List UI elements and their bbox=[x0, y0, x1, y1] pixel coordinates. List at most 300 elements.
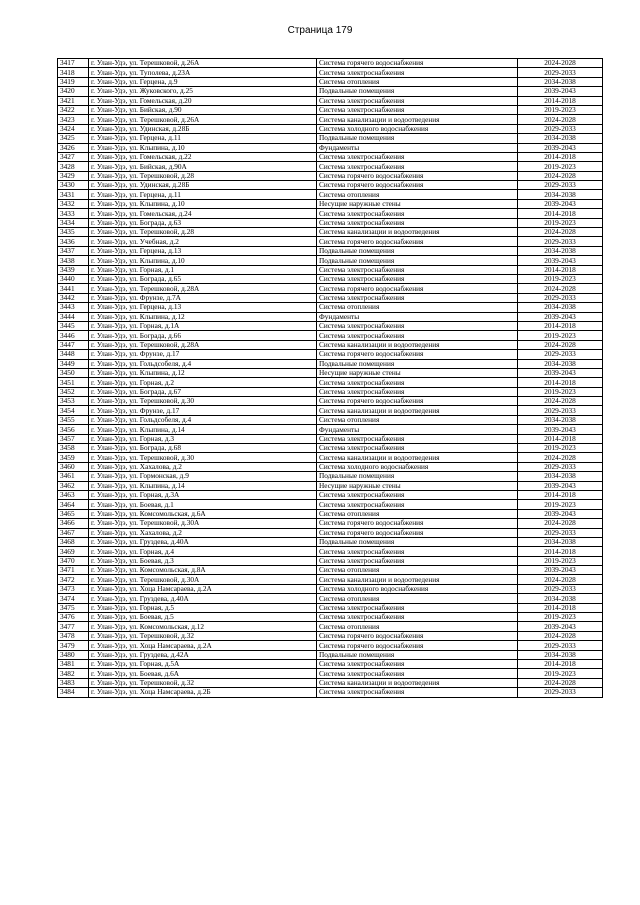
period-cell: 2039-2043 bbox=[518, 143, 603, 152]
period-cell: 2029-2033 bbox=[518, 688, 603, 697]
table-row bbox=[58, 415, 603, 424]
table-row bbox=[58, 575, 603, 584]
period-cell: 2034-2038 bbox=[518, 537, 603, 546]
system-cell: Система канализации и водоотведения bbox=[317, 678, 518, 687]
system-cell: Подвальные помещения bbox=[317, 87, 518, 96]
address-cell: г. Улан-Удэ, ул. Гомельская, д.22 bbox=[89, 152, 317, 161]
system-cell: Фундаменты bbox=[317, 143, 518, 152]
row-number-cell: 3423 bbox=[58, 115, 89, 124]
table-row bbox=[58, 77, 603, 86]
address-cell: г. Улан-Удэ, ул. Клыпина, д.12 bbox=[89, 312, 317, 321]
row-number-cell: 3450 bbox=[58, 368, 89, 377]
row-number-cell: 3468 bbox=[58, 537, 89, 546]
table-row bbox=[58, 472, 603, 481]
table-row bbox=[58, 340, 603, 349]
period-cell: 2029-2033 bbox=[518, 124, 603, 133]
table-row bbox=[58, 331, 603, 340]
address-cell: г. Улан-Удэ, ул. Гормонская, д.9 bbox=[89, 472, 317, 481]
table-row bbox=[58, 284, 603, 293]
system-cell: Система электроснабжения bbox=[317, 321, 518, 330]
row-number-cell: 3465 bbox=[58, 509, 89, 518]
table-row bbox=[58, 613, 603, 622]
table-row bbox=[58, 228, 603, 237]
row-number-cell: 3418 bbox=[58, 68, 89, 77]
address-cell: г. Улан-Удэ, ул. Клыпина, д.14 bbox=[89, 425, 317, 434]
address-cell: г. Улан-Удэ, ул. Терешковой, д.28А bbox=[89, 284, 317, 293]
table-row bbox=[58, 641, 603, 650]
period-cell: 2014-2018 bbox=[518, 96, 603, 105]
row-number-cell: 3439 bbox=[58, 265, 89, 274]
row-number-cell: 3453 bbox=[58, 397, 89, 406]
row-number-cell: 3481 bbox=[58, 660, 89, 669]
address-cell: г. Улан-Удэ, ул. Герцена, д.9 bbox=[89, 77, 317, 86]
row-number-cell: 3455 bbox=[58, 415, 89, 424]
row-number-cell: 3466 bbox=[58, 519, 89, 528]
address-cell: г. Улан-Удэ, ул. Терешковой, д.30А bbox=[89, 575, 317, 584]
row-number-cell: 3463 bbox=[58, 490, 89, 499]
table-row bbox=[58, 566, 603, 575]
system-cell: Система отопления bbox=[317, 303, 518, 312]
system-cell: Система электроснабжения bbox=[317, 293, 518, 302]
period-cell: 2014-2018 bbox=[518, 434, 603, 443]
system-cell: Система электроснабжения bbox=[317, 162, 518, 171]
address-cell: г. Улан-Удэ, ул. Терешковой, д.30 bbox=[89, 453, 317, 462]
table-row bbox=[58, 378, 603, 387]
row-number-cell: 3451 bbox=[58, 378, 89, 387]
period-cell: 2014-2018 bbox=[518, 378, 603, 387]
address-cell: г. Улан-Удэ, ул. Бийская, д.90 bbox=[89, 105, 317, 114]
system-cell: Система горячего водоснабжения bbox=[317, 171, 518, 180]
period-cell: 2019-2023 bbox=[518, 218, 603, 227]
row-number-cell: 3452 bbox=[58, 387, 89, 396]
system-cell: Система электроснабжения bbox=[317, 68, 518, 77]
table-row bbox=[58, 96, 603, 105]
table-row bbox=[58, 181, 603, 190]
address-cell: г. Улан-Удэ, ул. Терешковой, д.28 bbox=[89, 171, 317, 180]
system-cell: Система горячего водоснабжения bbox=[317, 641, 518, 650]
period-cell: 2039-2043 bbox=[518, 622, 603, 631]
address-cell: г. Улан-Удэ, ул. Комсомольская, д.8А bbox=[89, 566, 317, 575]
system-cell: Несущие наружные стены bbox=[317, 368, 518, 377]
period-cell: 2034-2038 bbox=[518, 594, 603, 603]
row-number-cell: 3440 bbox=[58, 274, 89, 283]
period-cell: 2019-2023 bbox=[518, 331, 603, 340]
system-cell: Система электроснабжения bbox=[317, 105, 518, 114]
system-cell: Система электроснабжения bbox=[317, 603, 518, 612]
address-cell: г. Улан-Удэ, ул. Терешковой, д.32 bbox=[89, 631, 317, 640]
period-cell: 2019-2023 bbox=[518, 669, 603, 678]
address-cell: г. Улан-Удэ, ул. Клыпина, д.10 bbox=[89, 143, 317, 152]
period-cell: 2024-2028 bbox=[518, 59, 603, 68]
row-number-cell: 3430 bbox=[58, 181, 89, 190]
table-row bbox=[58, 631, 603, 640]
system-cell: Система отопления bbox=[317, 190, 518, 199]
system-cell: Подвальные помещения bbox=[317, 134, 518, 143]
row-number-cell: 3436 bbox=[58, 237, 89, 246]
period-cell: 2034-2038 bbox=[518, 359, 603, 368]
period-cell: 2039-2043 bbox=[518, 481, 603, 490]
row-number-cell: 3448 bbox=[58, 350, 89, 359]
row-number-cell: 3427 bbox=[58, 152, 89, 161]
table-row bbox=[58, 537, 603, 546]
row-number-cell: 3484 bbox=[58, 688, 89, 697]
table-row bbox=[58, 368, 603, 377]
row-number-cell: 3469 bbox=[58, 547, 89, 556]
period-cell: 2029-2033 bbox=[518, 528, 603, 537]
table-row bbox=[58, 481, 603, 490]
system-cell: Система электроснабжения bbox=[317, 218, 518, 227]
system-cell: Система горячего водоснабжения bbox=[317, 519, 518, 528]
row-number-cell: 3417 bbox=[58, 59, 89, 68]
period-cell: 2024-2028 bbox=[518, 171, 603, 180]
system-cell: Система горячего водоснабжения bbox=[317, 528, 518, 537]
row-number-cell: 3446 bbox=[58, 331, 89, 340]
address-cell: г. Улан-Удэ, ул. Боевая, д.1 bbox=[89, 500, 317, 509]
address-cell: г. Улан-Удэ, ул. Горная, д.3 bbox=[89, 434, 317, 443]
address-cell: г. Улан-Удэ, ул. Груздева, д.42А bbox=[89, 650, 317, 659]
address-cell: г. Улан-Удэ, ул. Терешковой, д.28А bbox=[89, 340, 317, 349]
system-cell: Система отопления bbox=[317, 415, 518, 424]
table-row bbox=[58, 265, 603, 274]
period-cell: 2014-2018 bbox=[518, 490, 603, 499]
system-cell: Система электроснабжения bbox=[317, 274, 518, 283]
system-cell: Система холодного водоснабжения bbox=[317, 584, 518, 593]
system-cell: Система холодного водоснабжения bbox=[317, 462, 518, 471]
address-cell: г. Улан-Удэ, ул. Клыпина, д.10 bbox=[89, 199, 317, 208]
table-row bbox=[58, 547, 603, 556]
system-cell: Система электроснабжения bbox=[317, 556, 518, 565]
row-number-cell: 3426 bbox=[58, 143, 89, 152]
table-row bbox=[58, 444, 603, 453]
row-number-cell: 3467 bbox=[58, 528, 89, 537]
address-cell: г. Улан-Удэ, ул. Комсомольская, д.6А bbox=[89, 509, 317, 518]
row-number-cell: 3425 bbox=[58, 134, 89, 143]
address-cell: г. Улан-Удэ, ул. Гольдсобеля, д.4 bbox=[89, 415, 317, 424]
period-cell: 2029-2033 bbox=[518, 641, 603, 650]
system-cell: Подвальные помещения bbox=[317, 246, 518, 255]
address-cell: г. Улан-Удэ, ул. Груздева, д.40А bbox=[89, 537, 317, 546]
period-cell: 2024-2028 bbox=[518, 115, 603, 124]
table-row bbox=[58, 293, 603, 302]
address-cell: г. Улан-Удэ, ул. Боевая, д.6А bbox=[89, 669, 317, 678]
period-cell: 2019-2023 bbox=[518, 444, 603, 453]
row-number-cell: 3474 bbox=[58, 594, 89, 603]
row-number-cell: 3441 bbox=[58, 284, 89, 293]
table-row bbox=[58, 190, 603, 199]
row-number-cell: 3456 bbox=[58, 425, 89, 434]
row-number-cell: 3432 bbox=[58, 199, 89, 208]
row-number-cell: 3460 bbox=[58, 462, 89, 471]
period-cell: 2039-2043 bbox=[518, 256, 603, 265]
system-cell: Система горячего водоснабжения bbox=[317, 397, 518, 406]
period-cell: 2039-2043 bbox=[518, 368, 603, 377]
registry-table bbox=[57, 58, 603, 698]
address-cell: г. Улан-Удэ, ул. Гомельская, д.20 bbox=[89, 96, 317, 105]
system-cell: Система электроснабжения bbox=[317, 387, 518, 396]
system-cell: Система отопления bbox=[317, 594, 518, 603]
system-cell: Подвальные помещения bbox=[317, 256, 518, 265]
table-row bbox=[58, 509, 603, 518]
period-cell: 2014-2018 bbox=[518, 265, 603, 274]
system-cell: Система горячего водоснабжения bbox=[317, 59, 518, 68]
address-cell: г. Улан-Удэ, ул. Горная, д.3А bbox=[89, 490, 317, 499]
table-row bbox=[58, 171, 603, 180]
address-cell: г. Улан-Удэ, ул. Фрунзе, д.7А bbox=[89, 293, 317, 302]
address-cell: г. Улан-Удэ, ул. Горная, д.4 bbox=[89, 547, 317, 556]
system-cell: Система электроснабжения bbox=[317, 613, 518, 622]
row-number-cell: 3470 bbox=[58, 556, 89, 565]
period-cell: 2014-2018 bbox=[518, 209, 603, 218]
table-row bbox=[58, 688, 603, 697]
table-row bbox=[58, 218, 603, 227]
row-number-cell: 3444 bbox=[58, 312, 89, 321]
period-cell: 2029-2033 bbox=[518, 350, 603, 359]
address-cell: г. Улан-Удэ, ул. Терешковой, д.26А bbox=[89, 115, 317, 124]
row-number-cell: 3422 bbox=[58, 105, 89, 114]
address-cell: г. Улан-Удэ, ул. Хахалова, д.2 bbox=[89, 528, 317, 537]
period-cell: 2034-2038 bbox=[518, 650, 603, 659]
table-row bbox=[58, 603, 603, 612]
address-cell: г. Улан-Удэ, ул. Терешковой, д.32 bbox=[89, 678, 317, 687]
row-number-cell: 3482 bbox=[58, 669, 89, 678]
address-cell: г. Улан-Удэ, ул. Горная, д.1 bbox=[89, 265, 317, 274]
table-row bbox=[58, 462, 603, 471]
period-cell: 2029-2033 bbox=[518, 406, 603, 415]
address-cell: г. Улан-Удэ, ул. Хахалова, д.2 bbox=[89, 462, 317, 471]
table-row bbox=[58, 453, 603, 462]
row-number-cell: 3464 bbox=[58, 500, 89, 509]
period-cell: 2034-2038 bbox=[518, 246, 603, 255]
system-cell: Система канализации и водоотведения bbox=[317, 453, 518, 462]
system-cell: Система электроснабжения bbox=[317, 669, 518, 678]
row-number-cell: 3429 bbox=[58, 171, 89, 180]
row-number-cell: 3480 bbox=[58, 650, 89, 659]
system-cell: Система электроснабжения bbox=[317, 444, 518, 453]
row-number-cell: 3477 bbox=[58, 622, 89, 631]
address-cell: г. Улан-Удэ, ул. Горная, д.2 bbox=[89, 378, 317, 387]
period-cell: 2034-2038 bbox=[518, 134, 603, 143]
table-row bbox=[58, 143, 603, 152]
period-cell: 2024-2028 bbox=[518, 228, 603, 237]
table-row bbox=[58, 68, 603, 77]
table-row bbox=[58, 678, 603, 687]
address-cell: г. Улан-Удэ, ул. Бограда, д.68 bbox=[89, 444, 317, 453]
row-number-cell: 3437 bbox=[58, 246, 89, 255]
period-cell: 2019-2023 bbox=[518, 162, 603, 171]
period-cell: 2019-2023 bbox=[518, 105, 603, 114]
table-row bbox=[58, 669, 603, 678]
period-cell: 2024-2028 bbox=[518, 397, 603, 406]
period-cell: 2039-2043 bbox=[518, 509, 603, 518]
row-number-cell: 3443 bbox=[58, 303, 89, 312]
address-cell: г. Улан-Удэ, ул. Боевая, д.3 bbox=[89, 556, 317, 565]
table-row bbox=[58, 256, 603, 265]
address-cell: г. Улан-Удэ, ул. Терешковой, д.26А bbox=[89, 59, 317, 68]
row-number-cell: 3462 bbox=[58, 481, 89, 490]
table-row bbox=[58, 556, 603, 565]
period-cell: 2039-2043 bbox=[518, 312, 603, 321]
table-row bbox=[58, 387, 603, 396]
address-cell: г. Улан-Удэ, ул. Боевая, д.5 bbox=[89, 613, 317, 622]
row-number-cell: 3433 bbox=[58, 209, 89, 218]
row-number-cell: 3431 bbox=[58, 190, 89, 199]
address-cell: г. Улан-Удэ, ул. Учебная, д.2 bbox=[89, 237, 317, 246]
table-row bbox=[58, 650, 603, 659]
period-cell: 2014-2018 bbox=[518, 321, 603, 330]
period-cell: 2034-2038 bbox=[518, 77, 603, 86]
system-cell: Система горячего водоснабжения bbox=[317, 350, 518, 359]
row-number-cell: 3435 bbox=[58, 228, 89, 237]
row-number-cell: 3449 bbox=[58, 359, 89, 368]
table-row bbox=[58, 425, 603, 434]
period-cell: 2034-2038 bbox=[518, 190, 603, 199]
address-cell: г. Улан-Удэ, ул. Терешковой, д.30А bbox=[89, 519, 317, 528]
period-cell: 2029-2033 bbox=[518, 68, 603, 77]
row-number-cell: 3442 bbox=[58, 293, 89, 302]
address-cell: г. Улан-Удэ, ул. Хоца Намсараева, д.2А bbox=[89, 641, 317, 650]
row-number-cell: 3424 bbox=[58, 124, 89, 133]
system-cell: Фундаменты bbox=[317, 312, 518, 321]
table-row bbox=[58, 115, 603, 124]
period-cell: 2029-2033 bbox=[518, 584, 603, 593]
address-cell: г. Улан-Удэ, ул. Хоца Намсараева, д.2А bbox=[89, 584, 317, 593]
table-row bbox=[58, 519, 603, 528]
period-cell: 2014-2018 bbox=[518, 547, 603, 556]
period-cell: 2029-2033 bbox=[518, 462, 603, 471]
address-cell: г. Улан-Удэ, ул. Терешковой, д.28 bbox=[89, 228, 317, 237]
period-cell: 2029-2033 bbox=[518, 237, 603, 246]
system-cell: Подвальные помещения bbox=[317, 472, 518, 481]
row-number-cell: 3461 bbox=[58, 472, 89, 481]
table-row bbox=[58, 350, 603, 359]
period-cell: 2034-2038 bbox=[518, 415, 603, 424]
address-cell: г. Улан-Удэ, ул. Бограда, д.66 bbox=[89, 331, 317, 340]
table-row bbox=[58, 660, 603, 669]
system-cell: Система электроснабжения bbox=[317, 378, 518, 387]
system-cell: Несущие наружные стены bbox=[317, 199, 518, 208]
system-cell: Система горячего водоснабжения bbox=[317, 237, 518, 246]
table-row bbox=[58, 312, 603, 321]
system-cell: Система горячего водоснабжения bbox=[317, 631, 518, 640]
address-cell: г. Улан-Удэ, ул. Горная, д.5 bbox=[89, 603, 317, 612]
row-number-cell: 3472 bbox=[58, 575, 89, 584]
system-cell: Система электроснабжения bbox=[317, 209, 518, 218]
system-cell: Фундаменты bbox=[317, 425, 518, 434]
period-cell: 2029-2033 bbox=[518, 293, 603, 302]
system-cell: Система электроснабжения bbox=[317, 152, 518, 161]
address-cell: г. Улан-Удэ, ул. Удинская, д.28Б bbox=[89, 181, 317, 190]
period-cell: 2039-2043 bbox=[518, 87, 603, 96]
row-number-cell: 3483 bbox=[58, 678, 89, 687]
address-cell: г. Улан-Удэ, ул. Бийская, д.90А bbox=[89, 162, 317, 171]
system-cell: Система канализации и водоотведения bbox=[317, 115, 518, 124]
address-cell: г. Улан-Удэ, ул. Туполева, д.23А bbox=[89, 68, 317, 77]
table-row bbox=[58, 622, 603, 631]
period-cell: 2019-2023 bbox=[518, 613, 603, 622]
system-cell: Система горячего водоснабжения bbox=[317, 181, 518, 190]
period-cell: 2024-2028 bbox=[518, 631, 603, 640]
row-number-cell: 3421 bbox=[58, 96, 89, 105]
system-cell: Система электроснабжения bbox=[317, 96, 518, 105]
registry-table-body bbox=[58, 59, 603, 698]
address-cell: г. Улан-Удэ, ул. Герцена, д.11 bbox=[89, 190, 317, 199]
table-row bbox=[58, 500, 603, 509]
address-cell: г. Улан-Удэ, ул. Груздева, д.40А bbox=[89, 594, 317, 603]
period-cell: 2039-2043 bbox=[518, 425, 603, 434]
table-row bbox=[58, 397, 603, 406]
table-row bbox=[58, 490, 603, 499]
row-number-cell: 3478 bbox=[58, 631, 89, 640]
table-row bbox=[58, 59, 603, 68]
address-cell: г. Улан-Удэ, ул. Бограда, д.63 bbox=[89, 218, 317, 227]
system-cell: Система отопления bbox=[317, 77, 518, 86]
period-cell: 2029-2033 bbox=[518, 181, 603, 190]
system-cell: Система канализации и водоотведения bbox=[317, 406, 518, 415]
period-cell: 2024-2028 bbox=[518, 678, 603, 687]
system-cell: Система электроснабжения bbox=[317, 547, 518, 556]
table-row bbox=[58, 359, 603, 368]
period-cell: 2014-2018 bbox=[518, 152, 603, 161]
table-row bbox=[58, 162, 603, 171]
row-number-cell: 3445 bbox=[58, 321, 89, 330]
system-cell: Подвальные помещения bbox=[317, 650, 518, 659]
row-number-cell: 3438 bbox=[58, 256, 89, 265]
address-cell: г. Улан-Удэ, ул. Гомельская, д.24 bbox=[89, 209, 317, 218]
system-cell: Система электроснабжения bbox=[317, 434, 518, 443]
period-cell: 2024-2028 bbox=[518, 453, 603, 462]
table-row bbox=[58, 303, 603, 312]
system-cell: Система электроснабжения bbox=[317, 331, 518, 340]
system-cell: Система электроснабжения bbox=[317, 660, 518, 669]
period-cell: 2024-2028 bbox=[518, 284, 603, 293]
address-cell: г. Улан-Удэ, ул. Удинская, д.28Б bbox=[89, 124, 317, 133]
row-number-cell: 3434 bbox=[58, 218, 89, 227]
system-cell: Система электроснабжения bbox=[317, 688, 518, 697]
system-cell: Система холодного водоснабжения bbox=[317, 124, 518, 133]
table-row bbox=[58, 274, 603, 283]
row-number-cell: 3458 bbox=[58, 444, 89, 453]
table-row bbox=[58, 584, 603, 593]
address-cell: г. Улан-Удэ, ул. Герцена, д.13 bbox=[89, 246, 317, 255]
address-cell: г. Улан-Удэ, ул. Фрунзе, д.17 bbox=[89, 406, 317, 415]
address-cell: г. Улан-Удэ, ул. Комсомольская, д.12 bbox=[89, 622, 317, 631]
system-cell: Система горячего водоснабжения bbox=[317, 284, 518, 293]
address-cell: г. Улан-Удэ, ул. Гольдсобеля, д.4 bbox=[89, 359, 317, 368]
period-cell: 2014-2018 bbox=[518, 660, 603, 669]
table-row bbox=[58, 209, 603, 218]
address-cell: г. Улан-Удэ, ул. Фрунзе, д.17 bbox=[89, 350, 317, 359]
period-cell: 2039-2043 bbox=[518, 566, 603, 575]
table-row bbox=[58, 434, 603, 443]
table-row bbox=[58, 124, 603, 133]
row-number-cell: 3476 bbox=[58, 613, 89, 622]
row-number-cell: 3471 bbox=[58, 566, 89, 575]
system-cell: Несущие наружные стены bbox=[317, 481, 518, 490]
period-cell: 2014-2018 bbox=[518, 603, 603, 612]
row-number-cell: 3459 bbox=[58, 453, 89, 462]
system-cell: Система отопления bbox=[317, 509, 518, 518]
row-number-cell: 3475 bbox=[58, 603, 89, 612]
row-number-cell: 3479 bbox=[58, 641, 89, 650]
period-cell: 2024-2028 bbox=[518, 519, 603, 528]
table-row bbox=[58, 152, 603, 161]
period-cell: 2019-2023 bbox=[518, 556, 603, 565]
row-number-cell: 3419 bbox=[58, 77, 89, 86]
address-cell: г. Улан-Удэ, ул. Жуковского, д.25 bbox=[89, 87, 317, 96]
period-cell: 2034-2038 bbox=[518, 472, 603, 481]
address-cell: г. Улан-Удэ, ул. Бограда, д.65 bbox=[89, 274, 317, 283]
period-cell: 2039-2043 bbox=[518, 199, 603, 208]
